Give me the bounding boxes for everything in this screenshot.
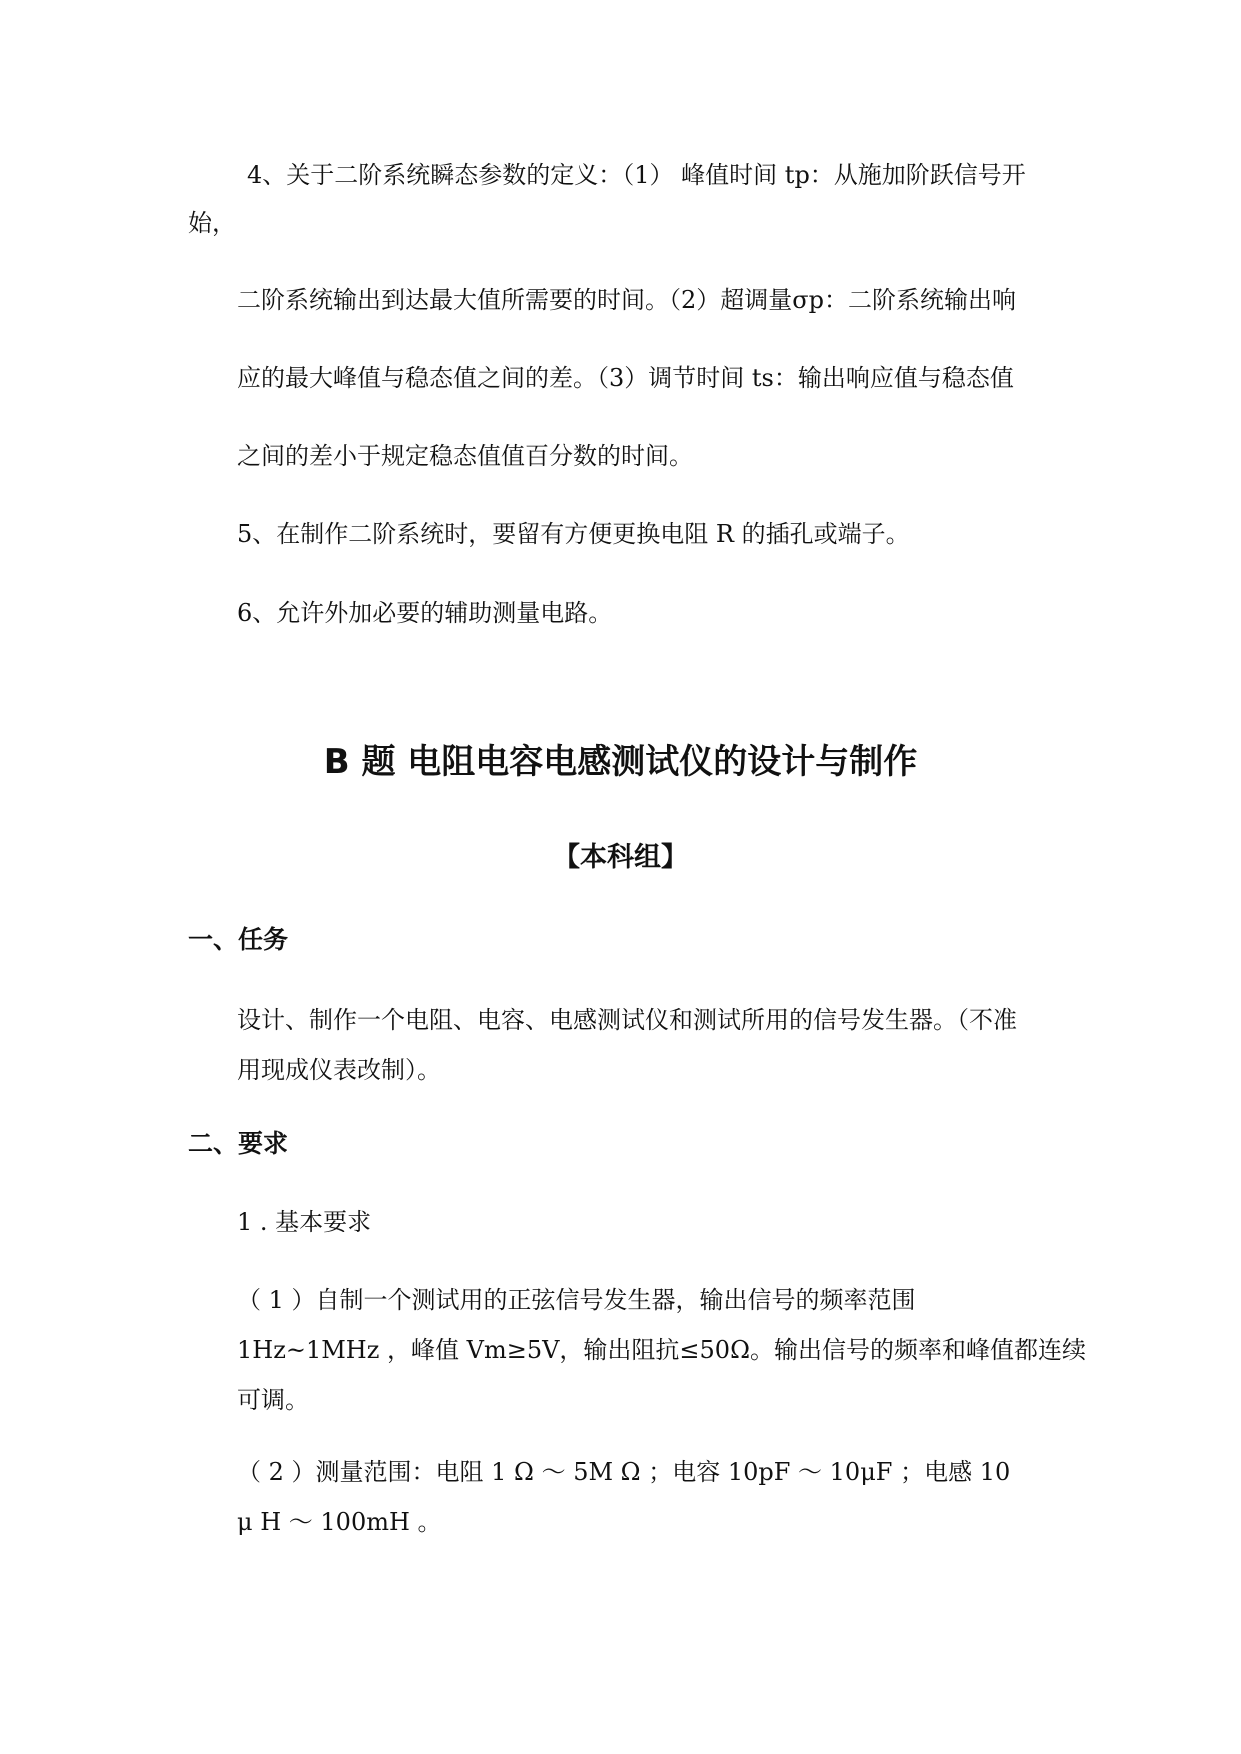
req2-line1: （ 2 ）测量范围：电阻 1 Ω ～ 5M Ω ；电容 10pF ～ 10μF ；电感 10 xyxy=(237,1458,1011,1486)
group-subtitle: 【本科组】 xyxy=(553,842,688,873)
section-requirements-heading: 二、要求 xyxy=(188,1129,289,1158)
item4-line5: 之间的差小于规定稳态值值百分数的时间。 xyxy=(237,442,693,470)
req1-line3: 可调。 xyxy=(237,1386,309,1414)
item4-line2: 始， xyxy=(188,209,236,237)
item5-text: 5、在制作二阶系统时，要留有方便更换电阻 R 的插孔或端子。 xyxy=(237,520,910,548)
req2-line2: μ H ～ 100mH 。 xyxy=(237,1508,442,1536)
problem-title: B 题 电阻电容电感测试仪的设计与制作 xyxy=(323,742,918,782)
item4-line4: 应的最大峰值与稳态值之间的差。（3）调节时间 ts：输出响应值与稳态值 xyxy=(237,364,1014,392)
section-task-heading: 一、任务 xyxy=(188,925,289,954)
item6-text: 6、允许外加必要的辅助测量电路。 xyxy=(237,599,613,627)
task-line2: 用现成仪表改制）。 xyxy=(237,1056,441,1084)
item4-line1: 4、关于二阶系统瞬态参数的定义：（1） 峰值时间 tp：从施加阶跃信号开 xyxy=(247,161,1026,189)
basic-requirements-heading: 1 . 基本要求 xyxy=(237,1208,372,1236)
item4-line3: 二阶系统输出到达最大值所需要的时间。（2）超调量σp：二阶系统输出响 xyxy=(237,286,1017,314)
task-line1: 设计、制作一个电阻、电容、电感测试仪和测试所用的信号发生器。（不准 xyxy=(237,1006,1017,1034)
req1-line1: （ 1 ）自制一个测试用的正弦信号发生器，输出信号的频率范围 xyxy=(237,1286,916,1314)
req1-line2: 1Hz~1MHz ，峰值 Vm≥5V，输出阻抗≤50Ω。输出信号的频率和峰值都连续 xyxy=(237,1336,1086,1364)
